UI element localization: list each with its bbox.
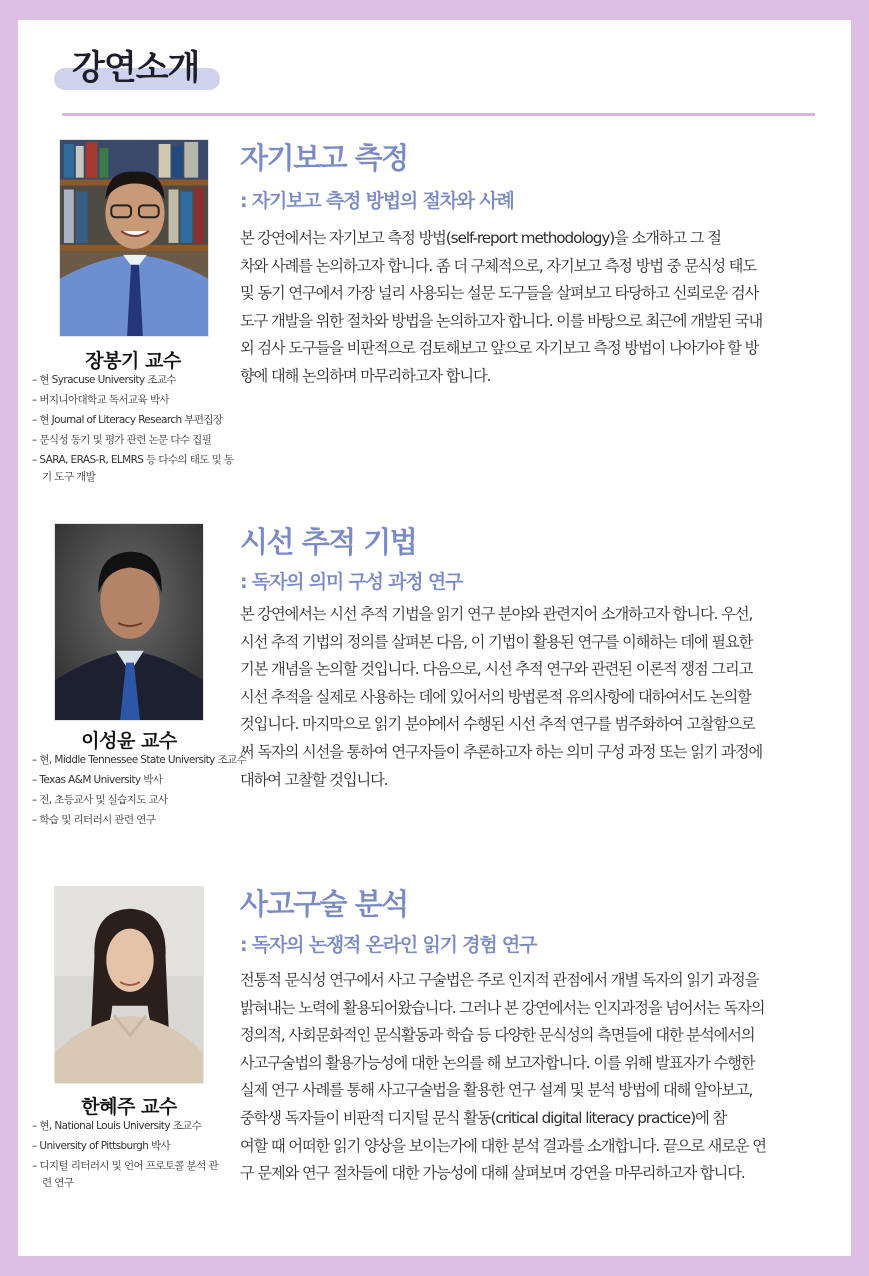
credential-item: – University of Pittsburgh 박사 [32, 1140, 171, 1152]
description-line: 밝혀내는 노력에 활용되어왔습니다. 그러나 본 강연에서는 인지과정을 넘어서는 독자의 [240, 998, 765, 1017]
credential-item: – 현 Journal of Literacy Research 부편집장 [32, 414, 223, 426]
credential-item: – 현, Middle Tennessee State University 조교수 [32, 754, 247, 766]
credential-item: – 디지털 리터러시 및 언어 프로토콜 분석 관련 연구 [32, 1160, 219, 1189]
speaker-1-photo [59, 139, 209, 337]
talk-3-subtitle: : 독자의 논쟁적 온라인 읽기 경험 연구 [240, 934, 537, 956]
talk-2-description [240, 601, 820, 794]
description-line: 구 문제와 연구 절차들에 대한 가능성에 대해 살펴보며 강연을 마무리하고자 합니다. [240, 1164, 745, 1183]
speaker-1-name: 장봉기 교수 [85, 350, 181, 372]
credential-item: – Texas A&M University 박사 [32, 774, 163, 786]
description-line: 향에 대해 논의하며 마무리하고자 합니다. [240, 366, 491, 385]
speaker-3-photo [54, 886, 204, 1084]
talk-3-title: 사고구술 분석 [240, 887, 408, 921]
speaker-3-name: 한혜주 교수 [81, 1096, 177, 1118]
talk-2-title: 시선 추적 기법 [240, 525, 417, 559]
speaker-2-photo [54, 523, 204, 721]
description-line: 중학생 독자들이 비판적 디지털 문식 활동(critical digital literacy practice)에 참 [240, 1108, 727, 1127]
credential-item: – 전, 초등교사 및 실습지도 교사 [32, 794, 168, 806]
description-line: 것입니다. 마지막으로 읽기 분야에서 수행된 시선 추적 연구를 범주화하여 고찰함으로 [240, 715, 755, 734]
talk-1-title: 자기보고 측정 [240, 141, 408, 175]
description-line: 시선 추적 기법의 정의를 살펴본 다음, 이 기법이 활용된 연구를 이해하는 데에 필요한 [240, 632, 753, 651]
description-line: 및 동기 연구에서 가장 널리 사용되는 설문 도구들을 살펴보고 타당하고 신뢰로운 검사 [240, 284, 759, 303]
description-line: 본 강연에서는 자기보고 측정 방법(self-report methodology)을 소개하고 그 절 [240, 229, 721, 247]
description-line: 사고구술법의 활용가능성에 대한 논의를 해 보고자합니다. 이를 위해 발표자가 수행한 [240, 1053, 755, 1072]
description-line: 차와 사례를 논의하고자 합니다. 좀 더 구체적으로, 자기보고 측정 방법 중 문식성 태도 [240, 256, 757, 275]
description-line: 실제 연구 사례를 통해 사고구술법을 활용한 연구 설계 및 분석 방법에 대해 알아보고, [240, 1081, 753, 1100]
description-line: 도구 개발을 위한 절차와 방법을 논의하고자 합니다. 이를 바탕으로 최근에 개발된 국내 [240, 311, 763, 330]
description-line: 정의적, 사회문화적인 문식활동과 학습 등 다양한 문식성의 측면들에 대한 분석에서의 [240, 1026, 755, 1045]
credential-item: – 문식성 동기 및 평가 관련 논문 다수 집필 [32, 434, 212, 446]
talk-1-subtitle: : 자기보고 측정 방법의 절차와 사례 [240, 190, 514, 212]
credential-item: – 현 Syracuse University 조교수 [32, 374, 176, 386]
description-line: 시선 추적을 실제로 사용하는 데에 있어서의 방법론적 유의사항에 대하여서도 논의할 [240, 687, 751, 706]
description-line: 기본 개념을 논의할 것입니다. 다음으로, 시선 추적 연구와 관련된 이론적 쟁점 그리고 [240, 660, 753, 679]
speaker-2-credentials [32, 750, 247, 830]
section-heading [54, 46, 224, 94]
description-line: 전통적 문식성 연구에서 사고 구술법은 주로 인지적 관점에서 개별 독자의 읽기 과정을 [240, 971, 759, 989]
description-line: 여할 때 어떠한 읽기 양상을 보이는가에 대한 분석 결과를 소개합니다. 끝으로 새로운 연 [240, 1136, 766, 1155]
page [18, 20, 851, 1256]
credential-item: – 학습 및 리터러시 관련 연구 [32, 814, 156, 826]
speaker-2-name: 이성윤 교수 [81, 730, 177, 752]
speaker-1-credentials [32, 370, 242, 486]
speaker-3-credentials [32, 1116, 242, 1192]
description-line: 대하여 고찰할 것입니다. [240, 770, 388, 789]
page-title: 강연소개 [72, 48, 200, 88]
credential-item: – SARA, ERAS-R, ELMRS 등 다수의 태도 및 동기 도구 개발 [32, 454, 234, 483]
description-line: 써 독자의 시선을 통하여 연구자들이 추론하고자 하는 의미 구성 과정 또는 읽기 과정에 [240, 742, 763, 761]
talk-2-subtitle: : 독자의 의미 구성 과정 연구 [240, 571, 463, 593]
talk-1-description [240, 225, 820, 391]
divider [62, 113, 815, 116]
credential-item: – 버지니아대학교 독서교육 박사 [32, 394, 169, 406]
credential-item: – 현, National Louis University 조교수 [32, 1120, 202, 1132]
description-line: 본 강연에서는 시선 추적 기법을 읽기 연구 분야와 관련지어 소개하고자 합니다. 우선, [240, 605, 753, 623]
talk-3-description [240, 967, 820, 1188]
description-line: 외 검사 도구들을 비판적으로 검토해보고 앞으로 자기보고 측정 방법이 나아가야 할 방 [240, 339, 759, 358]
